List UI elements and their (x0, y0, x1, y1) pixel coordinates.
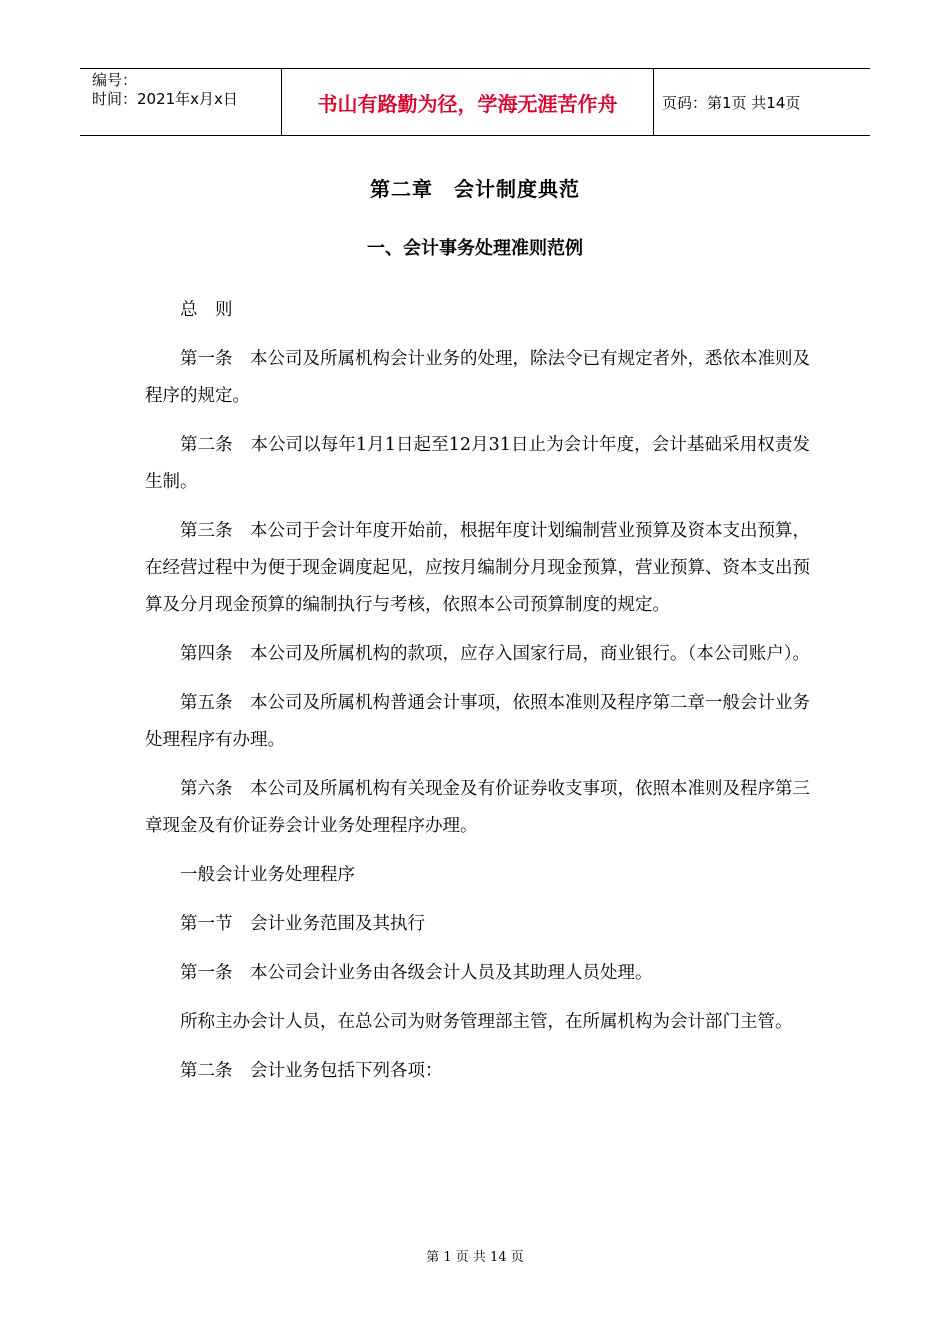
header-motto: 书山有路勤为径，学海无涯苦作舟 (282, 69, 654, 135)
header-meta (80, 69, 282, 135)
page-header (80, 68, 870, 136)
paragraph-general: 总 则 (180, 300, 233, 320)
paragraph-article-2: 第二条 本公司以每年1月1日起至12月31日止为会计年度，会计基础采用权责发生制。 (145, 435, 810, 492)
page-footer: 第 1 页 共 14 页 (426, 1250, 524, 1265)
paragraph-article-5: 第五条 本公司及所属机构普通会计事项，依照本准则及程序第二章一般会计业务处理程序有办理。 (145, 693, 810, 750)
paragraph-article-6: 第六条 本公司及所属机构有关现金及有价证券收支事项，依照本准则及程序第三章现金及有价证券会计业务处理程序办理。 (145, 779, 810, 836)
document-number-label: 编号： (92, 71, 138, 89)
paragraph-procedure-heading: 一般会计业务处理程序 (180, 865, 355, 885)
document-body (145, 292, 810, 1102)
paragraph-procedure-article-2: 第二条 会计业务包括下列各项： (180, 1061, 443, 1081)
header-page-label: 页码：第1页 共14页 (662, 93, 801, 112)
paragraph-procedure-article-1: 第一条 本公司会计业务由各级会计人员及其助理人员处理。 (180, 963, 653, 983)
paragraph-chief-accountant: 所称主办会计人员，在总公司为财务管理部主管，在所属机构为会计部门主管。 (180, 1012, 793, 1032)
paragraph-article-4: 第四条 本公司及所属机构的款项，应存入国家行局，商业银行。（本公司账户）。 (180, 644, 810, 664)
document-time-label: 时间：2021年x月x日 (92, 90, 238, 108)
paragraph-article-3: 第三条 本公司于会计年度开始前，根据年度计划编制营业预算及资本支出预算，在经营过程中为便于现金调度起见，应按月编制分月现金预算，营业预算、资本支出预算及分月现金预算的编制执行与考核，依照本公司预算制度的规定。 (145, 521, 810, 615)
section-title: 一、会计事务处理准则范例 (367, 238, 583, 259)
paragraph-article-1: 第一条 本公司及所属机构会计业务的处理，除法令已有规定者外，悉依本准则及程序的规定。 (145, 349, 810, 406)
chapter-title: 第二章 会计制度典范 (370, 177, 580, 201)
paragraph-section-1-heading: 第一节 会计业务范围及其执行 (180, 914, 425, 934)
